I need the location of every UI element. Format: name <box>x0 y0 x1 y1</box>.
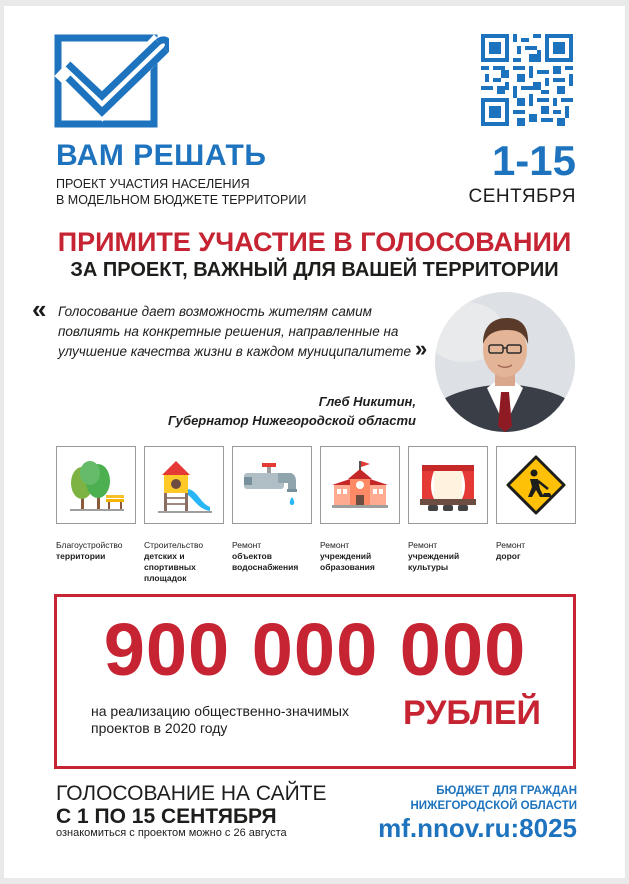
qr-code-icon[interactable] <box>481 34 573 126</box>
quote-open-mark: « <box>32 294 47 324</box>
category-label: Ремонт учреждений образования <box>320 540 375 572</box>
budget-box <box>54 594 576 769</box>
budget-amount: 900 000 000 <box>103 608 527 691</box>
school-building-icon <box>328 453 392 517</box>
dates-month: СЕНТЯБРЯ <box>468 186 576 207</box>
brand-subtitle-line2: В МОДЕЛЬНОМ БЮДЖЕТЕ ТЕРРИТОРИИ <box>56 193 307 207</box>
category-label: Благоустройство территории <box>56 540 123 561</box>
voting-line1: ГОЛОСОВАНИЕ НА САЙТЕ <box>56 782 327 805</box>
category-item-education <box>320 446 400 573</box>
checkmark-logo-icon <box>54 34 169 129</box>
voting-dates: С 1 ПО 15 СЕНТЯБРЯ <box>56 805 277 828</box>
category-item-roads <box>496 446 576 562</box>
budget-currency: РУБЛЕЙ <box>403 694 541 732</box>
quote-author <box>124 392 416 430</box>
category-icon-box <box>232 446 312 524</box>
category-label: Ремонт дорог <box>496 540 526 561</box>
quote-close-mark: » <box>415 336 428 361</box>
author-role: Губернатор Нижегородской области <box>167 413 416 428</box>
budget-note: на реализацию общественно-значимых проектов в 2020 году <box>91 703 349 736</box>
poster <box>4 6 625 878</box>
category-item-playgrounds <box>144 446 224 584</box>
category-icon-box <box>56 446 136 524</box>
category-list <box>56 446 576 588</box>
headline-secondary: ЗА ПРОЕКТ, ВАЖНЫЙ ДЛЯ ВАШЕЙ ТЕРРИТОРИИ <box>70 259 559 281</box>
water-tap-icon <box>240 453 304 517</box>
category-item-culture <box>408 446 488 573</box>
category-label: Строительство детских и спортивных площадок <box>144 540 204 583</box>
brand-title: ВАМ РЕШАТЬ <box>56 139 267 172</box>
website-link[interactable]: mf.nnov.ru:8025 <box>378 813 577 843</box>
category-label: Ремонт объектов водоснабжения <box>232 540 299 572</box>
author-name: Глеб Никитин, <box>318 394 416 409</box>
brand-subtitle <box>56 176 306 208</box>
voting-note: ознакомиться с проектом можно с 26 августа <box>56 827 287 839</box>
category-icon-box <box>320 446 400 524</box>
category-item-territory <box>56 446 136 562</box>
portrait-illustration <box>435 292 575 432</box>
road-works-sign-icon <box>504 453 568 517</box>
brand-subtitle-line1: ПРОЕКТ УЧАСТИЯ НАСЕЛЕНИЯ <box>56 177 250 191</box>
quote-text: Голосование дает возможность жителям самим повлиять на конкретные решения, направленные на улучшение качества жизни в каждом муниципалитете <box>58 304 412 359</box>
category-item-water <box>232 446 312 573</box>
theater-stage-icon <box>416 453 480 517</box>
governor-portrait <box>435 292 575 432</box>
budget-citizens-line1: БЮДЖЕТ ДЛЯ ГРАЖДАН <box>436 785 577 797</box>
budget-citizens-line2: НИЖЕГОРОДСКОЙ ОБЛАСТИ <box>410 800 577 812</box>
category-icon-box <box>144 446 224 524</box>
dates-range: 1-15 <box>491 137 576 184</box>
quote-block <box>58 302 428 362</box>
category-label: Ремонт учреждений культуры <box>408 540 460 572</box>
category-icon-box <box>496 446 576 524</box>
headline-primary: ПРИМИТЕ УЧАСТИЕ В ГОЛОСОВАНИИ <box>57 227 572 257</box>
playground-icon <box>152 453 216 517</box>
category-icon-box <box>408 446 488 524</box>
trees-bench-icon <box>64 453 128 517</box>
